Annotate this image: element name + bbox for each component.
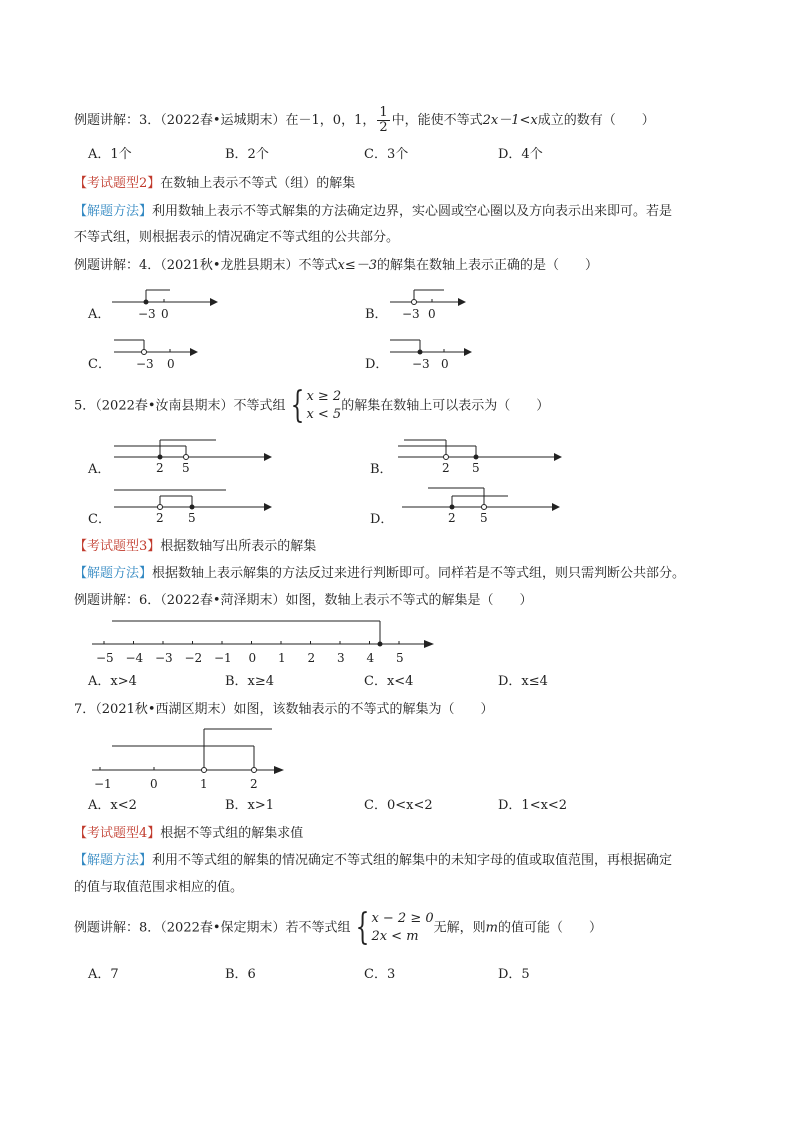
q7-tick-2: 2 [250, 777, 258, 791]
q8-option-b[interactable]: B．6 [225, 967, 256, 982]
q4c-tick-0: 0 [167, 357, 175, 371]
q5-text-b: 的解集在数轴上可以表示为（ ） [341, 398, 550, 414]
q5c-tick-2: 2 [156, 511, 164, 525]
type4-title: 根据不等式组的解集求值 [160, 826, 304, 841]
type3-method-line1: 根据数轴上表示解集的方法反过来进行判断即可。同样若是不等式组，则只需判断公共部分。 [152, 566, 686, 581]
q5d-tick-2: 2 [448, 511, 456, 525]
q5-label-b[interactable]: B． [370, 462, 393, 477]
q5-label-d[interactable]: D． [370, 512, 394, 527]
q7-tick-1: 1 [200, 777, 208, 791]
type3-tag: 【考试题型3】 [74, 539, 161, 554]
q8-text-b: 无解，则 [433, 920, 486, 936]
q3-inequality: 2x－1<x [482, 113, 538, 128]
q4-text-a: 例题讲解：4．（2021秋•龙胜县期末）不等式 [74, 258, 338, 273]
q3-fraction [377, 106, 389, 135]
q3-prefix: 例题讲解：3．（2022春•运城期末）在－1，0，1， [74, 113, 376, 128]
q7-tick-0: 0 [150, 777, 158, 791]
q3-frac-num: 1 [379, 105, 388, 120]
type3-method [74, 565, 685, 583]
q6-tick-label: 3 [337, 651, 345, 665]
type2-title: 在数轴上表示不等式（组）的解集 [160, 176, 356, 191]
q4-inequality: x≤－3 [337, 258, 378, 273]
type2-heading [74, 175, 355, 193]
q5a-tick-2: 2 [156, 461, 164, 475]
q8-option-c[interactable]: C．3 [364, 967, 396, 982]
q6-option-d[interactable]: D．x≤4 [498, 674, 548, 689]
type4-method-line2: 的值与取值范围求相应的值。 [74, 880, 244, 895]
type4-method-tag: 【解题方法】 [74, 853, 153, 868]
q5-system: { x ≥ 2 x < 5 [290, 385, 342, 426]
q6-numberline [90, 616, 440, 668]
q6-option-b[interactable]: B．x≥4 [225, 674, 275, 689]
q8-text-a: 例题讲解：8．（2022春•保定期末）若不等式组 [74, 920, 351, 936]
q6-option-a[interactable]: A．x>4 [88, 674, 137, 689]
q3-option-c[interactable]: C．3个 [364, 147, 409, 162]
q4-numberline-c [112, 336, 222, 372]
q4-text-b: 的解集在数轴上表示正确的是（ ） [377, 258, 599, 273]
q5-numberline-b [396, 436, 566, 476]
q6-tick-label: 0 [248, 651, 257, 665]
q3-option-b[interactable]: B．2个 [225, 147, 269, 162]
q4b-tick-0: 0 [428, 307, 436, 321]
q4-label-d[interactable]: D． [365, 357, 389, 372]
q5-sys-line2: x < 5 [306, 407, 342, 422]
q5-label-a[interactable]: A． [88, 462, 111, 477]
q6-tick-label: −2 [184, 651, 203, 665]
q4-numberline-b [388, 286, 498, 322]
q5c-tick-5: 5 [188, 511, 196, 525]
q6-tick-label: 4 [366, 651, 375, 665]
q7-tick-m1: −1 [94, 777, 112, 791]
q5-stem [74, 385, 550, 426]
q3-option-a[interactable]: A．1个 [88, 147, 132, 162]
q7-option-b[interactable]: B．x>1 [225, 798, 275, 813]
type2-method-line1: 利用数轴上表示不等式解集的方法确定边界，实心圆或空心圈以及方向表示出来即可。若是 [152, 204, 673, 219]
q8-text-c: 的值可能（ ） [497, 920, 602, 936]
q4-label-b[interactable]: B． [365, 307, 388, 322]
q3-stem [74, 106, 655, 135]
q3-suffix-a: 中，能使不等式 [391, 113, 483, 128]
q6-tick-label: 5 [396, 651, 404, 665]
type2-method-tag: 【解题方法】 [74, 204, 153, 219]
q4c-tick-m3: −3 [136, 357, 154, 371]
q7-option-d[interactable]: D．1<x<2 [498, 798, 568, 813]
q4-label-a[interactable]: A． [88, 307, 111, 322]
q6-tick-label: −1 [214, 651, 232, 665]
type4-heading [74, 825, 303, 843]
type3-heading [74, 538, 316, 556]
type2-method-line2: 不等式组，则根据表示的情况确定不等式组的公共部分。 [74, 230, 400, 245]
q4-numberline-d [388, 336, 498, 372]
type3-method-tag: 【解题方法】 [74, 566, 153, 581]
q8-stem [74, 907, 602, 948]
q5-text-a: 5．（2022春•汝南县期末）不等式组 [74, 398, 286, 414]
q5-label-c[interactable]: C． [88, 512, 111, 527]
q5-numberline-d [400, 484, 565, 526]
q4d-tick-m3: −3 [412, 357, 430, 371]
q5-numberline-a [112, 436, 277, 476]
q4a-tick-m3: −3 [138, 307, 156, 321]
q8-sys-line2: 2x < m [371, 929, 419, 944]
q5d-tick-5: 5 [480, 511, 488, 525]
q5b-tick-2: 2 [442, 461, 450, 475]
type4-method [74, 852, 672, 870]
q7-stem: 7．（2021秋•西湖区期末）如图，该数轴表示的不等式的解集为（ ） [74, 702, 494, 717]
q6-tick-label: −4 [125, 651, 144, 665]
q4-numberline-a [110, 286, 220, 322]
q7-option-a[interactable]: A．x<2 [88, 798, 137, 813]
q6-tick-label: −5 [96, 651, 114, 665]
type4-tag: 【考试题型4】 [74, 826, 161, 841]
q8-option-d[interactable]: D．5 [498, 967, 530, 982]
q7-option-c[interactable]: C．0<x<2 [364, 798, 433, 813]
q6-tick-label: 1 [278, 651, 286, 665]
type2-method [74, 203, 672, 221]
q6-option-c[interactable]: C．x<4 [364, 674, 414, 689]
q8-sys-line1: x − 2 ≥ 0 [371, 911, 434, 926]
q5a-tick-5: 5 [182, 461, 190, 475]
q8-var: m [485, 920, 498, 936]
q4-label-c[interactable]: C． [88, 357, 111, 372]
q4d-tick-0: 0 [441, 357, 449, 371]
q6-tick-label: 2 [307, 651, 316, 665]
q3-frac-den: 2 [379, 120, 388, 135]
type4-method-line1: 利用不等式组的解集的情况确定不等式组的解集中的未知字母的值或取值范围，再根据确定 [152, 853, 673, 868]
q5-sys-line1: x ≥ 2 [306, 389, 342, 404]
q8-system: { x − 2 ≥ 0 2x < m [355, 907, 434, 948]
q5-numberline-c [112, 486, 282, 526]
q6-stem: 例题讲解：6．（2022春•菏泽期末）如图，数轴上表示不等式的解集是（ ） [74, 593, 533, 608]
q4a-tick-0: 0 [161, 307, 169, 321]
q3-suffix-b: 成立的数有（ ） [537, 113, 655, 128]
q6-tick-label: −3 [155, 651, 173, 665]
q5b-tick-5: 5 [472, 461, 480, 475]
q4-stem [74, 257, 598, 275]
type2-tag: 【考试题型2】 [74, 176, 161, 191]
q4b-tick-m3: −3 [402, 307, 420, 321]
q3-option-d[interactable]: D．4个 [498, 147, 543, 162]
type3-title: 根据数轴写出所表示的解集 [160, 539, 317, 554]
q7-numberline [90, 724, 290, 794]
q8-option-a[interactable]: A．7 [88, 967, 119, 982]
